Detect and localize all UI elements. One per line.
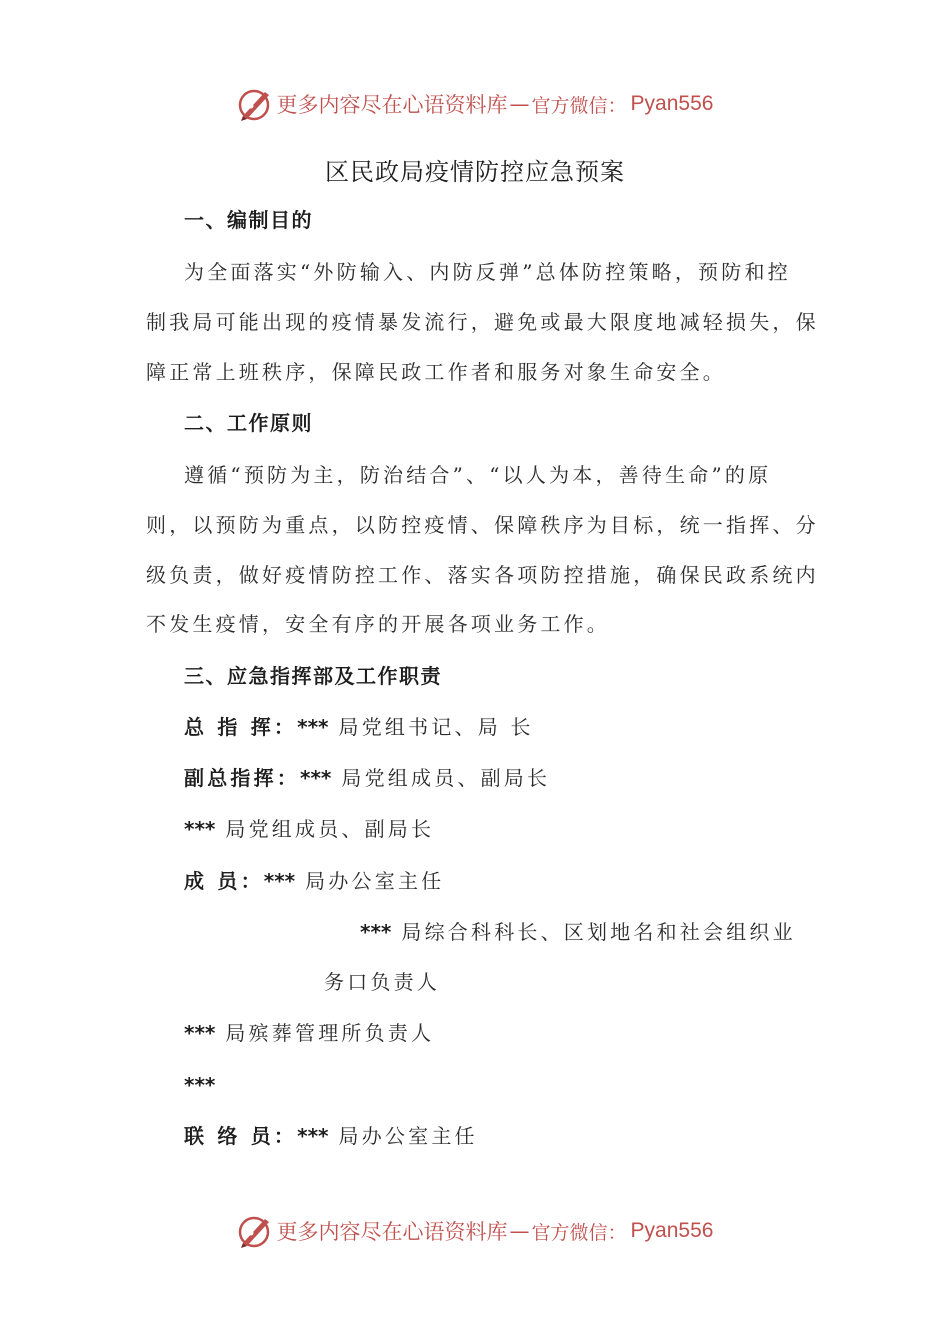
commander-role: 局党组书记、局 长 [338,715,534,739]
section2-line-2: 则，以预防为重点，以防控疫情、保障秩序为目标，统一指挥、分 [146,513,819,537]
commander-label: 总 指 挥： [184,715,298,739]
member3-role: 局殡葬管理所负责人 [225,1021,435,1045]
members-label: 成 员： [184,869,264,893]
commander-name: *** [297,715,329,739]
commander-row [184,712,534,742]
member4-row [184,1070,225,1100]
deputy-label: 副总指挥： [184,766,300,790]
banner-wechat-id: Pyan556 [630,92,714,115]
deputy2-role: 局党组成员、副局长 [225,817,435,841]
pen-logo-icon [237,1213,273,1249]
deputy2-name: *** [184,817,216,841]
section1-line-2: 制我局可能出现的疫情暴发流行，避免或最大限度地减轻损失，保 [146,310,819,334]
page-title: 区民政局疫情防控应急预案 [325,158,625,186]
member3-row [184,1018,434,1048]
liaison-row [184,1121,478,1151]
member4-name: *** [184,1073,216,1097]
deputy-role: 局党组成员、副局长 [341,766,551,790]
section2-line-3: 级负责，做好疫情防控工作、落实各项防控措施，确保民政系统内 [146,563,819,587]
banner-text: 更多内容尽在心语资料库 [276,1220,508,1244]
section2-line-4: 不发生疫情，安全有序的开展各项业务工作。 [146,612,610,636]
header-banner [0,82,950,126]
banner-text: 更多内容尽在心语资料库 [276,93,508,117]
member3-name: *** [184,1021,216,1045]
section2-heading: 二、工作原则 [184,411,313,435]
member2-name: *** [360,920,392,944]
liaison-label: 联 络 员： [184,1124,298,1148]
liaison-name: *** [297,1124,329,1148]
banner-separator: — [509,1219,530,1243]
section3-heading: 三、应急指挥部及工作职责 [184,664,442,688]
member2-row [360,917,796,947]
section1-line-3: 障正常上班秩序，保障民政工作者和服务对象生命安全。 [146,360,726,384]
member2-role-cont: 务口负责人 [324,970,440,994]
deputy-row [184,763,550,793]
banner-wechat-label: 官方微信： [531,94,627,117]
pen-logo-icon [237,86,273,122]
deputy-name: *** [300,766,332,790]
section1-line-1: 为全面落实“外防输入、内防反弹”总体防控策略，预防和控 [184,260,791,284]
member2-role: 局综合科科长、区划地名和社会组织业 [401,920,796,944]
member1-row [184,866,444,896]
deputy2-row [184,814,434,844]
member1-name: *** [263,869,296,893]
liaison-role: 局办公室主任 [338,1124,478,1148]
section1-heading: 一、编制目的 [184,208,313,232]
section2-line-1: 遵循“预防为主，防治结合”、“以人为本，善待生命”的原 [184,463,772,487]
member1-role: 局办公室主任 [305,869,445,893]
banner-separator: — [509,92,530,116]
banner-wechat-id: Pyan556 [630,1219,714,1242]
banner-wechat-label: 官方微信： [531,1221,627,1244]
footer-banner [0,1209,950,1253]
